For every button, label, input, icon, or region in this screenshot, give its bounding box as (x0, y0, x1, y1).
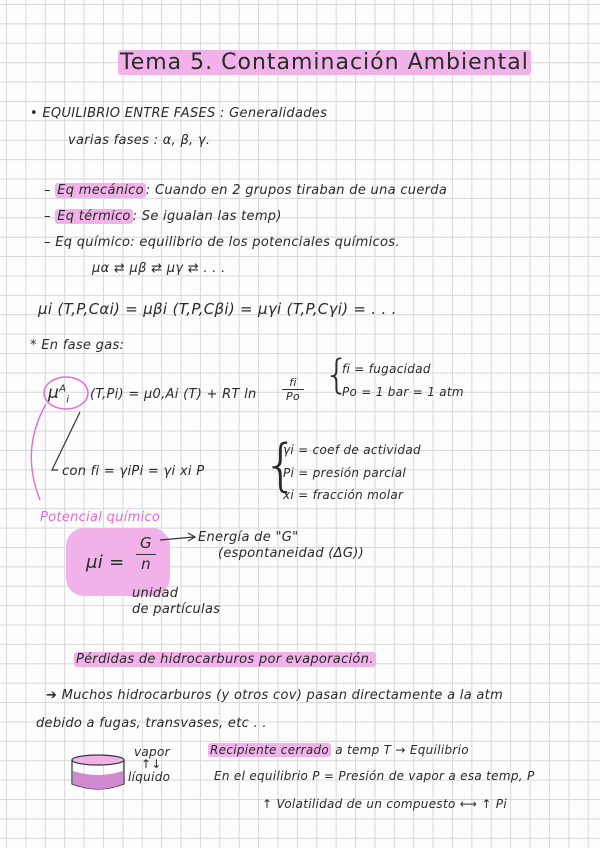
mu-circle (44, 377, 88, 409)
fugacity-relation: con fi = γiPi = γi xi P (62, 464, 205, 479)
energy-arrow (160, 537, 194, 540)
equilibrium-formula: μi (T,P,Cαi) = μβi (T,P,Cβi) = μγi (T,P,Cγi) = . . . (38, 300, 397, 318)
def-fraccion-molar: xi = fracción molar (283, 488, 404, 502)
leaks-line: debido a fugas, transvases, etc . . (36, 716, 267, 731)
eq-termico-line: – Eq térmico : Se igualan las temp) (44, 209, 282, 224)
closed-container-label: Recipiente cerrado (210, 743, 330, 757)
mu-superscript: A (59, 383, 67, 395)
eq-quimico-text: Eq químico: equilibrio de los potenciales químicos. (55, 235, 400, 250)
beaker-liquid (73, 771, 123, 789)
eq-termico-label: Eq térmico (57, 209, 131, 224)
mu-i-lhs: μi = (86, 552, 125, 573)
heading-text: EQUILIBRIO ENTRE FASES : Generalidades (42, 106, 328, 121)
perdidas-heading-text: Pérdidas de hidrocarburos por evaporación. (76, 652, 374, 667)
fraction-denominator: Po (286, 390, 300, 403)
volatility-line: ↑ Volatilidad de un compuesto ⟷ ↑ Pi (262, 797, 507, 811)
closed-container-text: a temp T → Equilibrio (335, 743, 469, 757)
spontaneity-label: (espontaneidad (ΔG)) (218, 546, 364, 561)
eq-mecanico-text: : Cuando en 2 grupos tiraban de una cuerda (145, 183, 448, 198)
diagonal-arrow (52, 412, 80, 470)
def-coef-actividad: γi = coef de actividad (283, 443, 421, 457)
def-presion-ref: Po = 1 bar = 1 atm (342, 385, 464, 399)
title-text: Tema 5. Contaminación Ambiental (120, 50, 529, 75)
eq-termico-text: : Se igualan las temp) (132, 209, 282, 224)
fraction-denominator-n: n (141, 555, 151, 573)
vapor-label: vapor (134, 745, 170, 759)
gas-formula: (T,Pi) = μ0,Ai (T) + RT ln (90, 387, 257, 402)
potencial-quimico-label: Potencial químico (40, 510, 161, 525)
mu-symbol: μ (48, 383, 60, 403)
gas-phase-label: * En fase gas: (30, 338, 125, 353)
beaker-top (72, 755, 124, 765)
bullet: • (30, 106, 43, 121)
potential-chain: μα ⇄ μβ ⇄ μγ ⇄ . . . (92, 261, 226, 276)
eq-mecanico-label: Eq mecánico (57, 183, 144, 198)
brace-fugacity: { (324, 352, 350, 398)
def-fugacidad: fi = fugacidad (342, 362, 431, 376)
hydrocarbons-line: ➔ Muchos hidrocarburos (y otros cov) pasan directamente a la atm (46, 688, 504, 703)
energy-label: Energía de "G" (198, 530, 299, 545)
mu-subscript: i (66, 394, 70, 406)
pink-arc-arrow (31, 404, 46, 500)
phases-line: varias fases : α, β, γ. (68, 133, 211, 148)
equilibrium-pressure-line: En el equilibrio P = Presión de vapor a esa temp, P (214, 769, 535, 783)
def-presion-parcial: Pi = presión parcial (283, 466, 407, 480)
hydrocarbons-text: Muchos hidrocarburos (y otros cov) pasan directamente a la atm (61, 688, 504, 703)
unit-label: unidad (132, 586, 179, 601)
brace-coef: { (263, 433, 299, 498)
liquido-label: líquido (128, 770, 171, 784)
eq-quimico-line: – Eq químico: equilibrio de los potenciales químicos. (44, 235, 400, 250)
eq-mecanico-line: – Eq mecánico : Cuando en 2 grupos tiraban de una cuerda (44, 183, 448, 198)
equilibrium-arrows-icon: ↑↓ (141, 757, 162, 771)
particles-label: de partículas (132, 602, 221, 617)
fraction-numerator: fi (282, 376, 304, 390)
fraction-numerator-g: G (136, 534, 156, 555)
